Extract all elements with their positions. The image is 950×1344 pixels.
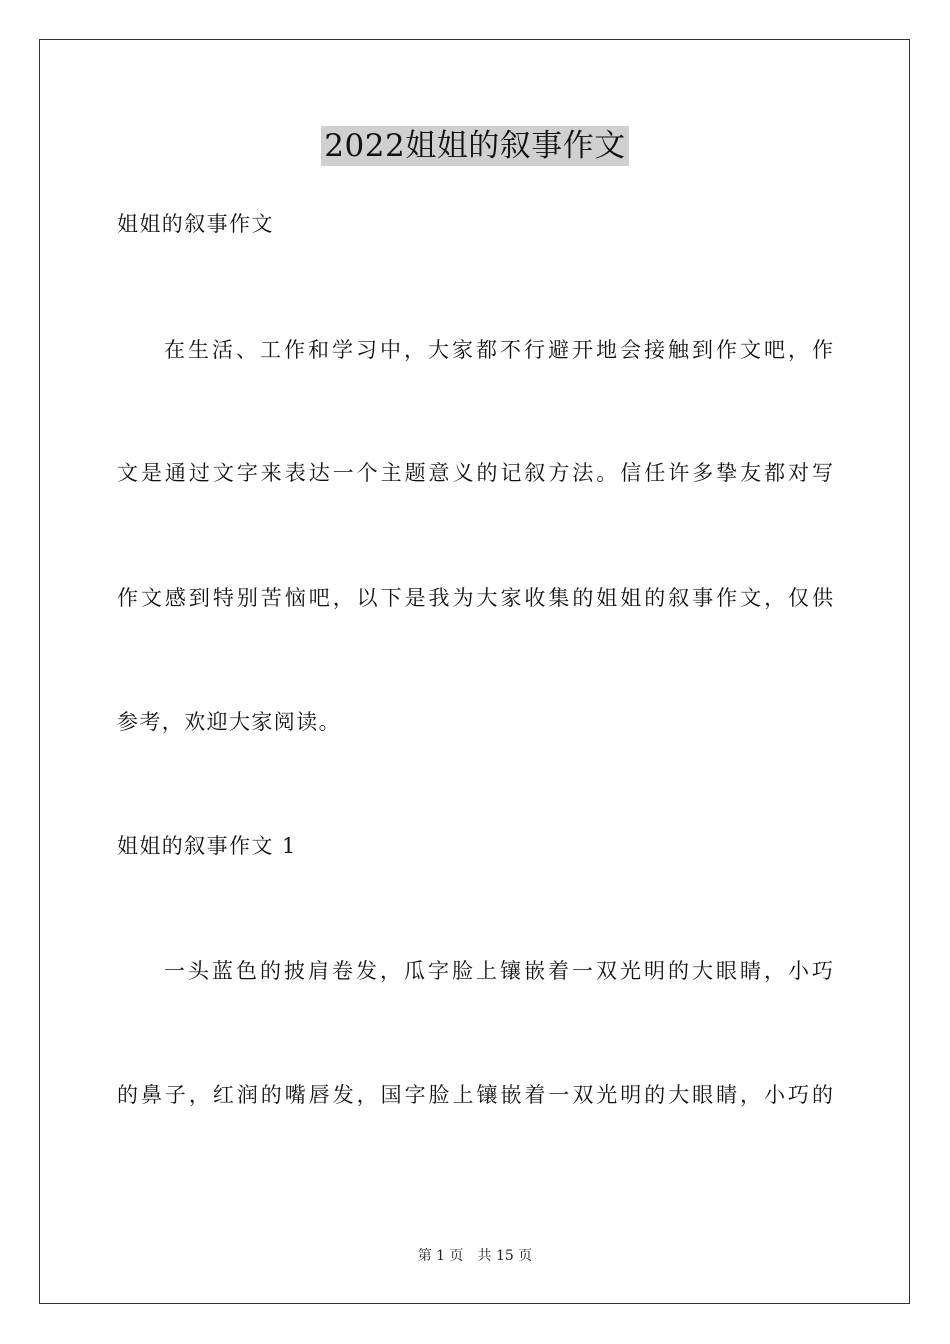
page-footer: [0, 1247, 950, 1265]
page-total: 共 15 页: [477, 1248, 533, 1264]
paragraph-line: 在生活、工作和学习中，大家都不行避开地会接触到作文吧，作: [164, 338, 833, 362]
paragraph-line: 参考，欢迎大家阅读。: [117, 710, 341, 734]
section-heading: 姐姐的叙事作文: [117, 212, 274, 236]
document-title: 2022姐姐的叙事作文: [321, 126, 628, 166]
paragraph-line: 一头蓝色的披肩卷发，瓜字脸上镶嵌着一双光明的大眼睛，小巧: [164, 959, 833, 983]
paragraph-line: 的鼻子，红润的嘴唇发，国字脸上镶嵌着一双光明的大眼睛，小巧的: [117, 1083, 833, 1107]
page-number: 第 1 页: [417, 1248, 464, 1264]
title-container: [0, 126, 950, 166]
section-heading: 姐姐的叙事作文 1: [117, 834, 297, 858]
paragraph-line: 作文感到特别苦恼吧，以下是我为大家收集的姐姐的叙事作文，仅供: [117, 586, 833, 610]
paragraph-line: 文是通过文字来表达一个主题意义的记叙方法。信任许多挚友都对写: [117, 461, 833, 485]
